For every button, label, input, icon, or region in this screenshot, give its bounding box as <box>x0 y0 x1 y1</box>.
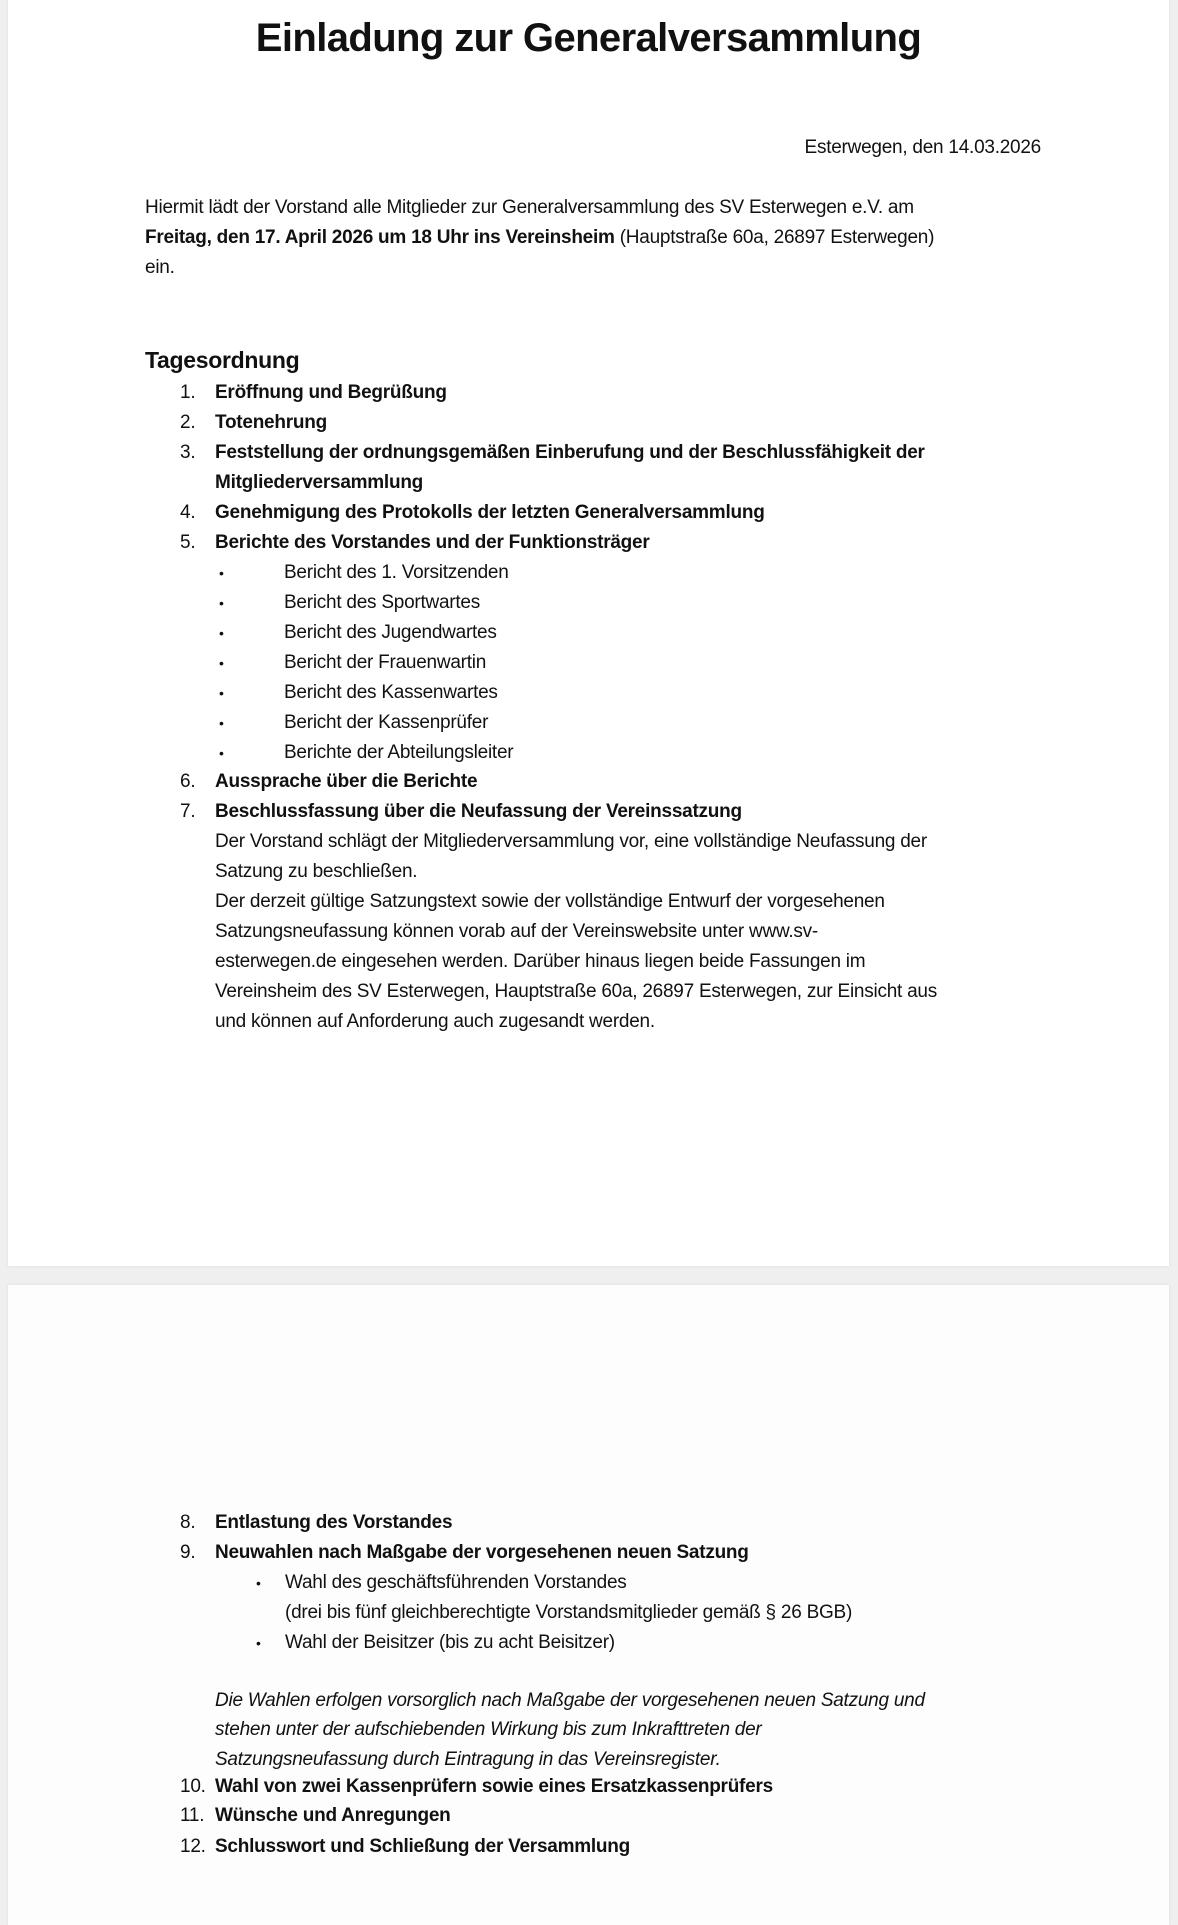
bullet-icon: • <box>219 655 224 671</box>
report-item: Bericht des 1. Vorsitzenden <box>284 562 509 583</box>
agenda-number: 6. <box>180 771 196 792</box>
agenda-number: 9. <box>180 1542 196 1563</box>
document-page-1 <box>8 0 1169 1266</box>
bullet-icon: • <box>256 1635 261 1651</box>
report-item: Bericht des Sportwartes <box>284 592 480 613</box>
item-7-text: Satzungsneufassung können vorab auf der Vereinswebsite unter www.sv- <box>215 921 818 942</box>
election-note: Satzungsneufassung durch Eintragung in das Vereinsregister. <box>215 1749 721 1770</box>
agenda-item-8: Entlastung des Vorstandes <box>215 1512 453 1533</box>
agenda-number: 5. <box>180 532 196 553</box>
agenda-item-10: Wahl von zwei Kassenprüfern sowie eines Ersatzkassenprüfers <box>215 1776 773 1797</box>
agenda-number: 3. <box>180 442 196 463</box>
agenda-item-9: Neuwahlen nach Maßgabe der vorgesehenen neuen Satzung <box>215 1542 749 1563</box>
report-item: Bericht des Jugendwartes <box>284 622 497 643</box>
agenda-number: 2. <box>180 412 196 433</box>
agenda-number: 7. <box>180 801 196 822</box>
place-date: Esterwegen, den 14.03.2026 <box>804 137 1041 158</box>
intro-line-1: Hiermit lädt der Vorstand alle Mitglieder zur Generalversammlung des SV Esterwegen e.V. am <box>145 197 914 218</box>
bullet-icon: • <box>219 745 224 761</box>
bullet-icon: • <box>219 565 224 581</box>
election-item: Wahl des geschäftsführenden Vorstandes <box>285 1572 627 1593</box>
agenda-item-5: Berichte des Vorstandes und der Funktionsträger <box>215 532 650 553</box>
report-item: Bericht der Kassenprüfer <box>284 712 489 733</box>
item-7-text: Vereinsheim des SV Esterwegen, Hauptstraße 60a, 26897 Esterwegen, zur Einsicht aus <box>215 981 937 1002</box>
agenda-item-1: Eröffnung und Begrüßung <box>215 382 447 403</box>
agenda-number: 12. <box>180 1836 206 1857</box>
report-item: Bericht der Frauenwartin <box>284 652 487 673</box>
meeting-address: (Hauptstraße 60a, 26897 Esterwegen) <box>614 227 935 248</box>
item-7-text: esterwegen.de eingesehen werden. Darüber hinaus liegen beide Fassungen im <box>215 951 866 972</box>
item-7-text: Satzung zu beschließen. <box>215 861 418 882</box>
bullet-icon: • <box>219 715 224 731</box>
agenda-item-2: Totenehrung <box>215 412 327 433</box>
agenda-item-11: Wünsche und Anregungen <box>215 1805 451 1826</box>
agenda-item-3-line-1: Feststellung der ordnungsgemäßen Einberufung und der Beschlussfähigkeit der <box>215 442 925 463</box>
document-page-2 <box>8 1285 1169 1925</box>
election-item-detail: (drei bis fünf gleichberechtigte Vorstandsmitglieder gemäß § 26 BGB) <box>285 1602 853 1623</box>
bullet-icon: • <box>219 625 224 641</box>
agenda-number: 1. <box>180 382 196 403</box>
meeting-date-time: Freitag, den 17. April 2026 um 18 Uhr ins Vereinsheim <box>145 227 615 248</box>
election-note: Die Wahlen erfolgen vorsorglich nach Maßgabe der vorgesehenen neuen Satzung und <box>215 1690 925 1711</box>
agenda-number: 10. <box>180 1776 206 1797</box>
agenda-heading: Tagesordnung <box>145 347 300 373</box>
document-title: Einladung zur Generalversammlung <box>255 16 922 60</box>
item-7-text: Der Vorstand schlägt der Mitgliederversammlung vor, eine vollständige Neufassung der <box>215 831 927 852</box>
agenda-number: 8. <box>180 1512 196 1533</box>
agenda-item-7: Beschlussfassung über die Neufassung der Vereinssatzung <box>215 801 742 822</box>
agenda-item-3-line-2: Mitgliederversammlung <box>215 472 424 493</box>
agenda-number: 4. <box>180 502 196 523</box>
item-7-text: Der derzeit gültige Satzungstext sowie der vollständige Entwurf der vorgesehenen <box>215 891 885 912</box>
item-7-text: und können auf Anforderung auch zugesandt werden. <box>215 1011 655 1032</box>
intro-line-2 <box>145 223 934 253</box>
bullet-icon: • <box>219 595 224 611</box>
agenda-item-6: Aussprache über die Berichte <box>215 771 478 792</box>
report-item: Berichte der Abteilungsleiter <box>284 742 514 763</box>
bullet-icon: • <box>219 685 224 701</box>
report-item: Bericht des Kassenwartes <box>284 682 498 703</box>
agenda-item-12: Schlusswort und Schließung der Versammlung <box>215 1836 630 1857</box>
election-item: Wahl der Beisitzer (bis zu acht Beisitzer) <box>285 1632 615 1653</box>
agenda-item-4: Genehmigung des Protokolls der letzten Generalversammlung <box>215 502 765 523</box>
bullet-icon: • <box>256 1575 261 1591</box>
agenda-number: 11. <box>180 1805 205 1826</box>
election-note: stehen unter der aufschiebenden Wirkung bis zum Inkrafttreten der <box>215 1719 762 1740</box>
intro-line-3: ein. <box>145 257 175 278</box>
